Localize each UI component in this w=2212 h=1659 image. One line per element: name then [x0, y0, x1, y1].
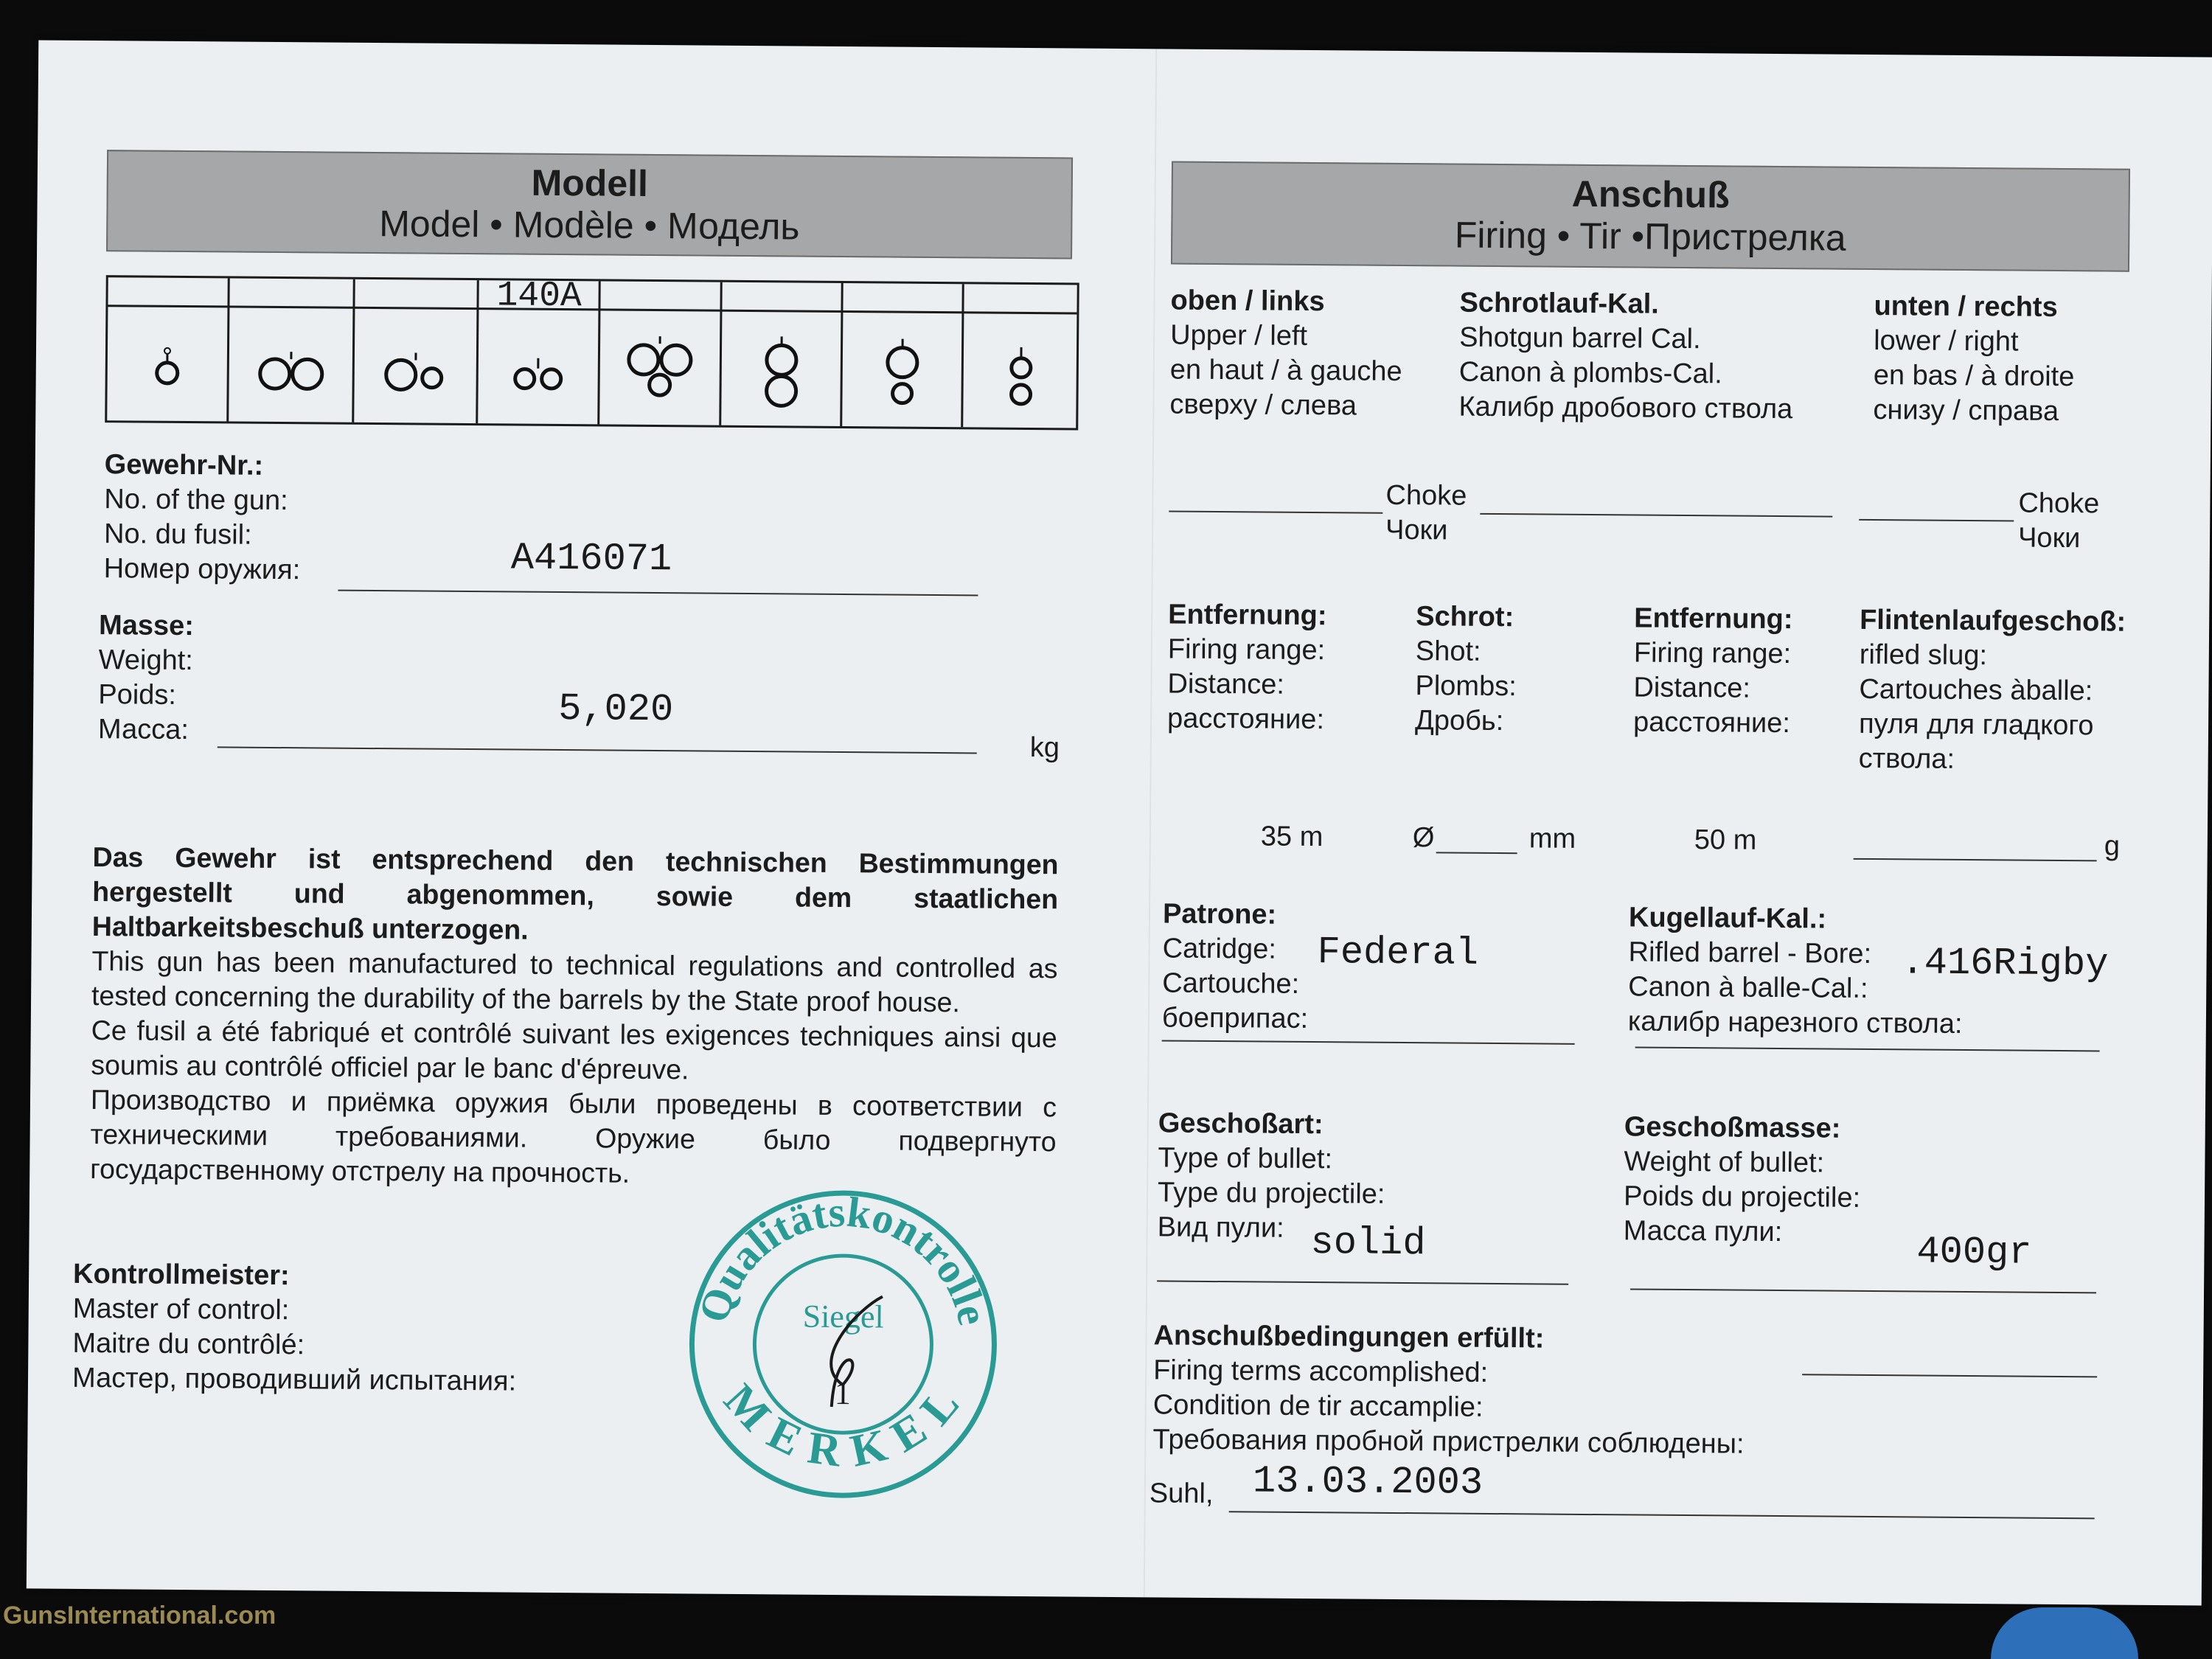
upper-left-label-ru: сверху / слева	[1169, 389, 1357, 422]
cartridge-value: Federal	[1317, 931, 1479, 975]
choke-upper-line	[1169, 511, 1382, 514]
lower-right-label-ru: снизу / справа	[1873, 394, 2059, 427]
rifled-bore-label-fr: Canon à balle-Cal.:	[1628, 971, 1868, 1004]
model-grid-top-row	[108, 276, 1077, 317]
range1-value: 35 m	[1260, 821, 1324, 853]
range2-value: 50 m	[1694, 824, 1757, 856]
shotgun-caliber-label-en: Shotgun barrel Cal.	[1459, 321, 1701, 355]
bullet-type-value: solid	[1310, 1221, 1426, 1266]
barrel-config-double-rifle-icon	[478, 312, 598, 426]
bullet-type-label-fr: Type du projectile:	[1157, 1177, 1385, 1210]
firing-terms-labels	[1152, 1318, 1745, 1461]
shotgun-caliber-labels	[1458, 286, 1793, 428]
choke-lower-labels	[2018, 487, 2100, 557]
upper-left-label-en: Upper / left	[1170, 319, 1308, 352]
date-value: 13.03.2003	[1252, 1459, 1484, 1505]
firing-terms-label-fr: Condition de tir accamplie:	[1152, 1389, 1484, 1423]
stamp-ring-top: Qualitätskontrolle	[689, 1187, 998, 1329]
control-master-label-en: Master of control:	[72, 1293, 290, 1326]
certificate-card	[27, 40, 2212, 1605]
rifled-slug-label-fr: Cartouches àballe:	[1859, 673, 2093, 707]
firing-terms-label-de: Anschußbedingungen erfüllt:	[1153, 1320, 1545, 1354]
statement-fr: Ce fusil a été fabriqué et contrôlé suivant les exigences techniques ainsi que soumis au contrôlé officiel par le banc d'épreuve.	[91, 1015, 1057, 1085]
shot-labels	[1415, 599, 1517, 739]
rifled-bore-label-en: Rifled barrel - Bore:	[1628, 936, 1872, 970]
gun-number-label-ru: Номер оружия:	[103, 553, 301, 586]
range2-label-de: Entfernung:	[1634, 602, 1793, 636]
site-watermark: GunsInternational.com	[3, 1601, 276, 1630]
rifled-slug-label-ru-2: ствола:	[1858, 742, 1955, 775]
rifled-slug-labels	[1859, 603, 2126, 779]
bullet-type-label-ru: Вид пули:	[1157, 1211, 1284, 1244]
bullet-weight-label-fr: Poids du projectile:	[1623, 1180, 1861, 1214]
shot-diameter-symbol: Ø	[1412, 822, 1435, 854]
cartridge-line	[1162, 1040, 1575, 1044]
range2-labels	[1633, 601, 1793, 741]
date-line	[1229, 1511, 2095, 1519]
weight-unit: kg	[1029, 732, 1060, 764]
gun-number-label-en: No. of the gun:	[104, 484, 288, 517]
weight-labels	[98, 608, 194, 748]
choke-upper-label: Choke	[1385, 479, 1467, 512]
rifled-slug-label-de: Flintenlaufgeschoß:	[1860, 604, 2126, 638]
model-header	[106, 150, 1073, 259]
firing-terms-line	[1802, 1374, 2097, 1377]
cartridge-label-fr: Cartouche:	[1162, 967, 1300, 1000]
firing-header	[1171, 161, 2130, 272]
range1-label-en: Firing range:	[1167, 633, 1326, 667]
place-label: Suhl,	[1149, 1478, 1214, 1510]
control-master-label-de: Kontrollmeister:	[72, 1258, 290, 1292]
range1-label-ru: расстояние:	[1166, 703, 1325, 736]
range2-label-en: Firing range:	[1633, 637, 1792, 670]
cartridge-label-en: Catridge:	[1162, 933, 1277, 965]
shot-label-fr: Plombs:	[1415, 670, 1517, 703]
gun-number-value: A416071	[510, 536, 672, 582]
gun-number-label-de: Gewehr-Nr.:	[104, 449, 264, 481]
range2-label-ru: расстояние:	[1632, 706, 1791, 740]
stamp-number: 1	[834, 1374, 852, 1412]
barrel-config-drilling-icon	[599, 313, 720, 427]
bullet-type-label-de: Geschoßart:	[1158, 1107, 1324, 1141]
rifled-bore-value: .416Rigby	[1901, 941, 2109, 987]
range1-labels	[1167, 598, 1327, 738]
upper-left-label-de: oben / links	[1170, 285, 1325, 318]
shotgun-caliber-label-fr: Canon à plombs-Cal.	[1458, 356, 1722, 390]
weight-label-fr: Poids:	[98, 679, 177, 711]
stamp-ring-bottom: MERKEL	[714, 1374, 972, 1478]
firing-header-title: Anschuß	[1571, 173, 1730, 216]
bullet-type-label-en: Type of bullet:	[1158, 1142, 1333, 1175]
weight-label-en: Weight:	[98, 644, 193, 677]
statement-en: This gun has been manufactured to technical regulations and controlled as tested concerning the durability of the barrels by the State proof house.	[91, 945, 1058, 1018]
barrel-config-side-by-side-icon	[229, 310, 352, 424]
model-header-title: Modell	[531, 161, 649, 204]
upper-left-label-fr: en haut / à gauche	[1169, 354, 1402, 387]
weight-line	[218, 746, 977, 754]
bullet-weight-labels	[1623, 1110, 1861, 1251]
slug-unit: g	[2104, 830, 2121, 862]
choke-lower-label: Choke	[2018, 487, 2100, 520]
choke-lower-label-ru: Чоки	[2017, 522, 2081, 554]
lower-right-labels	[1873, 289, 2075, 429]
choke-lower-line	[1859, 519, 2014, 522]
barrel-config-over-under-icon	[721, 314, 841, 428]
range2-label-fr: Distance:	[1633, 672, 1751, 704]
shot-label-ru: Дробь:	[1414, 705, 1504, 737]
shotgun-caliber-label-de: Schrotlauf-Kal.	[1459, 287, 1659, 320]
bullet-weight-label-de: Geschoßmasse:	[1624, 1111, 1841, 1144]
firing-terms-label-en: Firing terms accomplished:	[1153, 1354, 1489, 1388]
choke-upper-labels	[1385, 479, 1467, 549]
cartridge-label-ru: боеприпас:	[1161, 1002, 1309, 1035]
control-master-label-ru: Мастер, проводивший испытания:	[72, 1362, 517, 1397]
upper-left-labels	[1169, 284, 1402, 424]
bullet-weight-line	[1630, 1288, 2096, 1293]
range1-label-de: Entfernung:	[1168, 599, 1327, 632]
gun-number-labels	[103, 448, 301, 588]
conformity-statement	[90, 840, 1059, 1194]
choke-upper-label-ru: Чоки	[1385, 514, 1448, 546]
shot-label-en: Shot:	[1415, 636, 1481, 667]
gun-number-line	[338, 590, 978, 597]
shot-unit: mm	[1528, 823, 1576, 855]
barrel-config-combo-side-icon	[354, 311, 476, 425]
bullet-weight-value: 400gr	[1916, 1230, 2032, 1275]
rifled-slug-label-ru-1: пуля для гладкого	[1858, 708, 2094, 742]
gun-number-label-fr: No. du fusil:	[103, 518, 252, 551]
model-selection-grid	[105, 275, 1079, 430]
quality-control-stamp	[684, 1184, 1003, 1503]
barrel-config-combo-over-under-icon	[842, 315, 961, 429]
firing-terms-label-ru: Требования пробной пристрелки соблюдены:	[1152, 1424, 1745, 1460]
control-master-labels	[72, 1257, 518, 1399]
cartridge-label-de: Patrone:	[1162, 898, 1277, 931]
weight-label-de: Masse:	[98, 610, 195, 642]
bullet-type-line	[1157, 1280, 1568, 1284]
lower-right-label-fr: en bas / à droite	[1873, 360, 2075, 393]
lower-right-label-de: unten / rechts	[1874, 291, 2058, 323]
stamp-center-word: Siegel	[802, 1298, 884, 1335]
weight-value: 5,020	[557, 687, 674, 732]
rifled-slug-label-en: rifled slug:	[1859, 639, 1988, 672]
lower-right-label-en: lower / right	[1874, 325, 2019, 358]
rifled-bore-label-ru: калибр нарезного ствола:	[1627, 1006, 1963, 1040]
bullet-weight-label-ru: Масса пули:	[1623, 1215, 1783, 1248]
shotgun-caliber-line	[1480, 513, 1832, 518]
barrel-config-single-icon	[107, 309, 227, 423]
cartridge-labels	[1162, 897, 1310, 1037]
rifled-bore-label-de: Kugellauf-Kal.:	[1628, 902, 1827, 935]
weight-label-ru: Масса:	[97, 714, 189, 746]
rifled-bore-line	[1635, 1046, 2100, 1051]
range1-label-fr: Distance:	[1167, 668, 1285, 700]
control-master-label-fr: Maitre du contrôlé:	[72, 1327, 305, 1361]
slug-weight-line	[1854, 858, 2097, 862]
model-value: 140A	[496, 276, 582, 317]
shotgun-caliber-label-ru: Калибр дробового ствола	[1458, 391, 1793, 425]
barrel-config-double-rifle-over-under-icon	[963, 316, 1079, 430]
site-logo-badge	[1991, 1607, 2138, 1659]
model-header-subtitle: Model • Modèle • Модель	[379, 203, 800, 248]
bullet-weight-label-en: Weight of bullet:	[1624, 1146, 1825, 1179]
statement-de: Das Gewehr ist entsprechend den technischen Bestimmungen hergestellt und abgenommen, sowie dem staatlichen Haltbarkeitsbeschuß unterzogen.	[91, 841, 1059, 945]
shot-label-de: Schrot:	[1416, 601, 1514, 633]
statement-ru: Производство и приёмка оружия были проведены в соответствии с техническими требованиями. Оружие было подвергнуто государственному отстрелу на прочность.	[90, 1084, 1057, 1189]
shot-diameter-line	[1436, 852, 1517, 854]
firing-header-subtitle: Firing • Tir •Пристрелка	[1454, 214, 1846, 259]
